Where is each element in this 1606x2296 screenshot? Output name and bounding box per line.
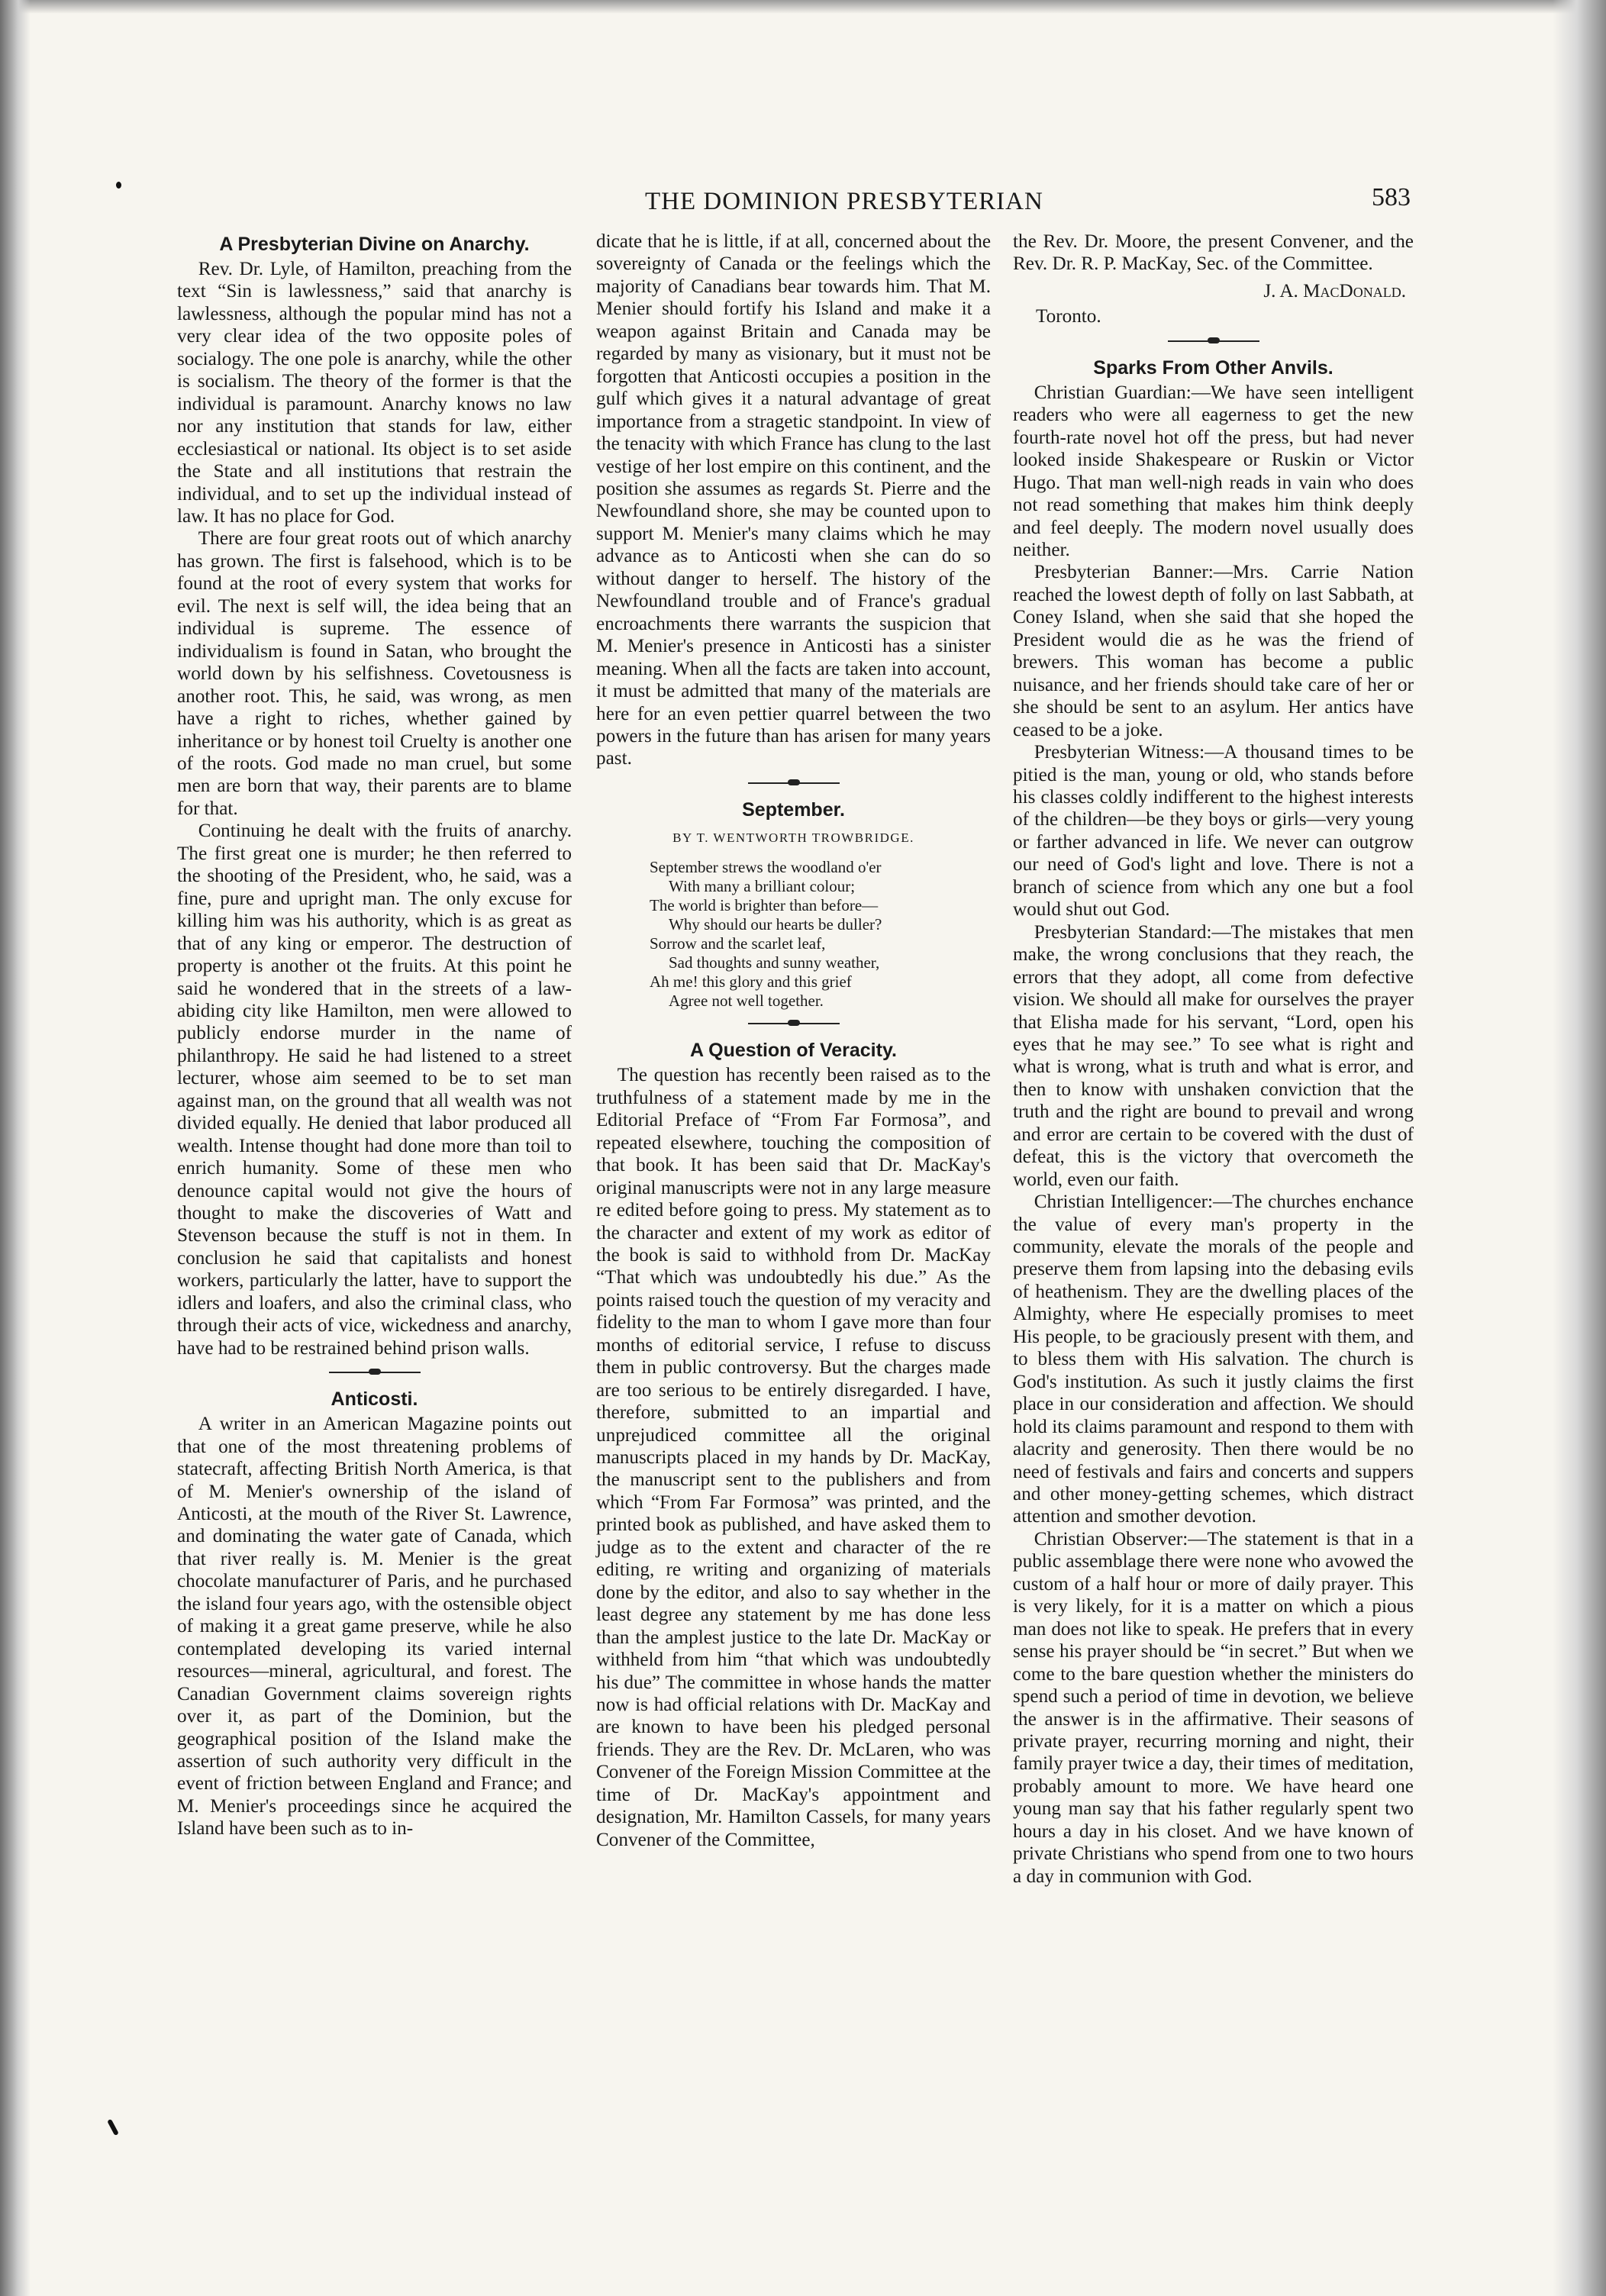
paragraph: the Rev. Dr. Moore, the present Convener, and the Rev. Dr. R. P. MacKay, Sec. of the Committee.: [1013, 231, 1414, 275]
signature: J. A. MacDonald.: [1263, 280, 1406, 302]
paragraph: dicate that he is little, if at all, concerned about the sovereignty of Canada or the feelings which the majority of Canadians bear towards him. That M. Menier should fortify his Island and make it a weapon against Britain and Canada may be regarded by many as visionary, but it must not be forgotten that Anticosti occupies a position in the gulf which gives it a natural advantage of great importance from a stragetic standpoint. In view of the tenacity with which France has clung to the last vestige of her lost empire on this continent, and the position she assumes as regards St. Pierre and the Newfoundland shore, she may be counted upon to support M. Menier's many claims which he may advance as to Anticosti when she can do so without danger to herself. The history of the Newfoundland trouble and of France's gradual encroachments there warrants the suspicion that M. Menier's presence in Anticosti has a sinister meaning. When all the facts are taken into account, it must be admitted that many of the materials are here for an even pettier quarrel between the two powers in the future than has arisen for many years past.: [596, 231, 991, 769]
section-separator: [1168, 336, 1259, 347]
poem-line: Ah me! this glory and this grief: [650, 972, 852, 992]
ink-speck: [107, 2119, 119, 2136]
section-separator: [329, 1367, 421, 1378]
article-heading-anarchy: A Presbyterian Divine on Anarchy.: [219, 234, 530, 255]
section-separator: [748, 778, 840, 788]
paragraph: Continuing he dealt with the fruits of anarchy. The first great one is murder; he then referred to the shooting of the President, who, he said, was a fine, pure and upright man. The only excuse for killing him was his authority, which is as great as that of any king or emperor. The destruction of property is another ot the fruits. At this point he said he wondered that in the streets of a law-abiding city like Hamilton, men were allowed to publicly endorse murder in the name of philanthropy. He said he had listened to a street lecturer, whose aim seemed to be to set man against man, on the ground that all wealth was not divided equally. He denied that labor produced all wealth. Intense thought had done more than toil to enrich humanity. Some of these men who denounce capital would not give the hours of thought to make the discoveries of Watt and Stevenson because the stuff is not in them. In conclusion he said that capitalists and honest workers, particularly the latter, have to support the idlers and loafers, and also the criminal class, who through their acts of vice, wickedness and anarchy, have had to be restrained behind prison walls.: [177, 821, 572, 1359]
article-heading-veracity: A Question of Veracity.: [690, 1040, 897, 1062]
paragraph: There are four great roots out of which anarchy has grown. The first is falsehood, which is to be found at the root of every system that works for evil. The next is self will, the idea being that an individual is supreme. The essence of individualism is found in Satan, who brought the world down by his selfishness. Covetousness is another root. This, he said, was wrong, as men have a right to riches, whether gained by inheritance or by honest toil Cruelty is another one of the roots. God made no man cruel, but some men are born that way, their parents are to blame for that.: [177, 528, 572, 819]
page-right-edge: [1553, 0, 1606, 2296]
ink-speck: [116, 182, 121, 189]
column-3: [1013, 231, 1414, 1888]
paragraph: Christian Guardian:—We have seen intelligent readers who were all eagerness to get the new fourth-rate novel hot off the press, but had never looked inside Shakespeare or Ruskin or Victor Hugo. That man well-nigh reads in vain who does not read something that makes him think deeply and feel deeply. The modern novel usually does neither.: [1013, 382, 1414, 560]
signature-place: Toronto.: [1036, 306, 1101, 327]
article-heading-sparks: Sparks From Other Anvils.: [1093, 356, 1333, 379]
poem-heading: September.: [742, 798, 845, 821]
poem-line: Sad thoughts and sunny weather,: [669, 953, 880, 972]
paragraph: A writer in an American Magazine points out that one of the most threatening problems of statecraft, affecting British North America, is that of M. Menier's ownership of the island of Anticosti, at the mouth of the River St. Lawrence, and dominating the water gate of Canada, which that river really is. M. Menier is the great chocolate manufacturer of Paris, and he purchased the island four years ago, with the ostensible object of making it a great game preserve, while he also contemplated developing its varied internal resources—mineral, agricultural, and forest. The Canadian Government claims sovereign rights over it, as part of the Dominion, but the geographical position of the Island make the assertion of such authority very difficult in the event of friction between England and France; and M. Menier's proceedings since he acquired the Island have been such as to in-: [177, 1414, 572, 1840]
paragraph: Christian Intelligencer:—The churches enchance the value of every man's property in the community, elevate the morals of the people and preserve them from lapsing into the debasing evils of heathenism. They are the dwelling places of the Almighty, where He especially promises to meet His people, to be graciously present with them, and to bless them with His salvation. The church is God's institution. As such it justly claims the first place in our consideration and affection. We should hold its claims paramount and respond to them with alacrity and generosity. Then there would be no need of festivals and fairs and concerts and suppers and other money-getting schemes, which distract attention and smother devotion.: [1013, 1192, 1414, 1527]
paragraph: The question has recently been raised as to the truthfulness of a statement made by me in the Editorial Preface of “From Far Formosa”, and repeated elsewhere, touching the composition of that book. It has been said that Dr. MacKay's original manuscripts were not in any large measure re edited before going to press. My statement as to the character and extent of my work as editor of the book is said to withhold from Dr. MacKay “That which was undoubtedly his due.” As the points raised touch the question of my veracity and fidelity to the man to whom I gave more than four months of editorial service, I refuse to discuss them in public controversy. But the charges made are too serious to be entirely disregarded. I have, therefore, submitted to an impartial and unprejudiced committee all the original manuscripts placed in my hands by Dr. MacKay, the manuscript sent to the publishers and from which “From Far Formosa” was printed, and the printed book as published, and have asked them to judge as to the extent and character of the re editing, re writing and organizing of materials done by the editor, and also to say whether in the least degree any statement by me has done less than the amplest justice to the late Dr. MacKay or withheld from him “that which was undoubtedly his due” The committee in whose hands the matter now is had official relations with Dr. MacKay and are known to have been his pledged personal friends. They are the Rev. Dr. McLaren, who was Convener of the Foreign Mission Committee at the time of Dr. MacKay's appointment and designation, Mr. Hamilton Cassels, for many years Convener of the Committee,: [596, 1065, 991, 1850]
poem-line: Agree not well together.: [669, 992, 824, 1011]
page-top-edge: [0, 0, 1606, 14]
poem-line: Sorrow and the scarlet leaf,: [650, 934, 826, 953]
poem-line: September strews the woodland o'er: [650, 858, 882, 877]
publication-title: THE DOMINION PRESBYTERIAN: [645, 188, 1043, 215]
poem-line: Why should our hearts be duller?: [669, 915, 882, 934]
paragraph: Presbyterian Banner:—Mrs. Carrie Nation reached the lowest depth of folly on last Sabbath, at Coney Island, when she said that she hoped the President would die as he was the friend of brewers. This woman has become a public nuisance, and her friends should take care of her or she should be sent to an asylum. Her antics have ceased to be a joke.: [1013, 562, 1414, 740]
article-heading-anticosti: Anticosti.: [331, 1388, 418, 1411]
poem-line: With many a brilliant colour;: [669, 877, 856, 896]
paragraph: Christian Observer:—The statement is that in a public assemblage there were none who avowed the custom of a half hour or more of daily prayer. This is very likely, for it is a matter on which a pious man does not like to speak. He prefers that in every sense his prayer should be “in secret.” But when we come to the bare question whether the ministers do spend such a period of time in devotion, we believe the answer is in the affirmative. Their seasons of private prayer, recurring morning and night, their family prayer twice a day, their times of meditation, probably amount to more. We have heard one young man say that his father regularly spent two hours a day in his closet. And we have known of private Christians who spend from one to two hours a day in communion with God.: [1013, 1528, 1414, 1887]
poem: [650, 858, 991, 1011]
page-number: 583: [1372, 183, 1411, 211]
page-left-edge: [0, 0, 31, 2296]
poem-line: The world is brighter than before—: [650, 896, 879, 915]
column-2: [596, 231, 991, 1851]
column-1: [177, 231, 572, 1840]
paragraph: Presbyterian Standard:—The mistakes that men make, the wrong conclusions that they reach, the errors that they adopt, all come from defective vision. We should all make for ourselves the prayer that Elisha made for his servant, “Lord, open his eyes that he may see.” To see what is right and what is wrong, what is truth and what is error, and then to know with unshaken conviction that the truth and the right are bound to prevail and wrong and error are certain to be covered with the dust of defeat, this is the victory that overcometh the world, even our faith.: [1013, 921, 1414, 1190]
section-separator: [748, 1018, 840, 1029]
poem-byline: BY T. WENTWORTH TROWBRIDGE.: [672, 830, 914, 845]
paragraph: Rev. Dr. Lyle, of Hamilton, preaching from the text “Sin is lawlessness,” said that anarchy is lawlessness, although the popular mind has not a very clear idea of the two opposite poles of socialogy. The one pole is anarchy, while the other is socialism. The theory of the former is that the individual is paramount. Anarchy knows no law nor any institution that stands for law, either ecclesiastical or national. Its object is to set aside the State and all institutions that restrain the individual, and to set up the individual instead of law. It has no place for God.: [177, 259, 572, 527]
paragraph: Presbyterian Witness:—A thousand times to be pitied is the man, young or old, who stands before his classes coldly indifferent to the highest interests of the children—be they boys or girls—very young or farther advanced in life. We never can outgrow our need of God's light and love. There is not a branch of science from which any one but a fool would shut out God.: [1013, 742, 1414, 921]
